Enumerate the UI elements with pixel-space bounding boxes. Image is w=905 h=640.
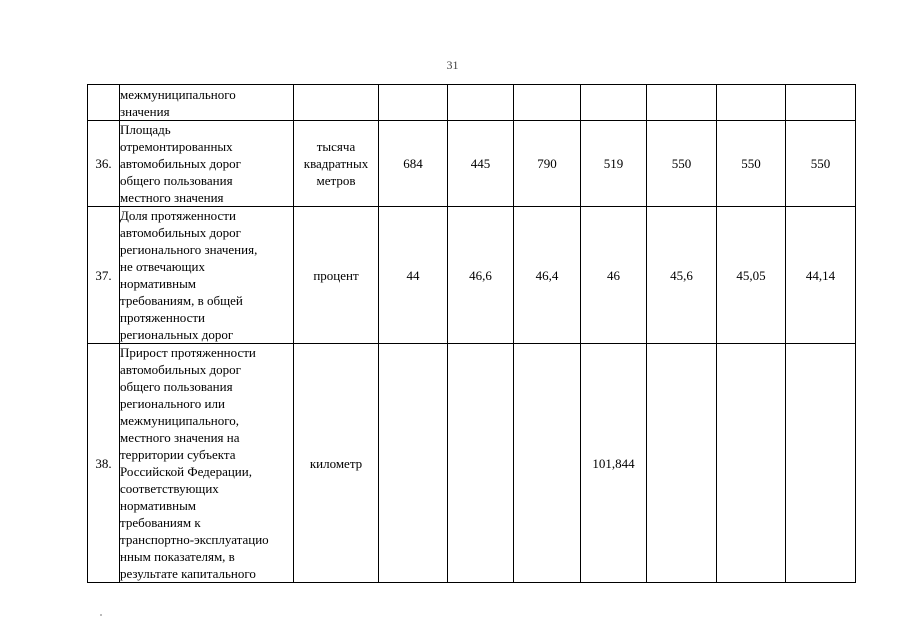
value-cell bbox=[448, 344, 514, 583]
indicator-name-line: протяженности bbox=[120, 310, 206, 325]
value-cell: 550 bbox=[786, 121, 856, 207]
value-cell: 46,4 bbox=[514, 207, 581, 344]
row-number-cell: 37. bbox=[88, 207, 120, 344]
value-cell: 46,6 bbox=[448, 207, 514, 344]
indicator-name-line: соответствующих bbox=[120, 481, 219, 496]
indicator-name-line: автомобильных дорог bbox=[120, 225, 241, 240]
indicator-name-line: Доля протяженности bbox=[120, 208, 236, 223]
table-row bbox=[88, 121, 856, 207]
value-cell bbox=[514, 85, 581, 121]
value-cell bbox=[717, 85, 786, 121]
unit-cell bbox=[294, 344, 379, 583]
indicator-name-line: межмуниципального bbox=[120, 86, 236, 102]
value-cell: 790 bbox=[514, 121, 581, 207]
indicator-name-line: значения bbox=[120, 103, 170, 119]
value-cell: 101,844 bbox=[581, 344, 647, 583]
unit-cell bbox=[294, 121, 379, 207]
indicator-name-line: автомобильных дорог bbox=[120, 362, 241, 377]
indicator-name-line: территории субъекта bbox=[120, 447, 236, 462]
indicator-name-cell bbox=[120, 121, 294, 207]
indicator-name-line: отремонтированных bbox=[120, 139, 233, 154]
value-cell: 44 bbox=[379, 207, 448, 344]
value-cell: 45,05 bbox=[717, 207, 786, 344]
indicator-name-line: автомобильных дорог bbox=[120, 156, 241, 171]
unit-line: квадратных bbox=[303, 156, 369, 171]
row-number-cell bbox=[88, 85, 120, 121]
indicator-name-line: нормативным bbox=[120, 276, 197, 291]
indicator-name-line: местного значения bbox=[120, 190, 224, 205]
table-row bbox=[88, 85, 856, 121]
value-cell bbox=[786, 344, 856, 583]
indicator-name-line: Прирост протяженности bbox=[120, 345, 256, 360]
indicator-name-cell bbox=[120, 207, 294, 344]
indicator-name-line: общего пользования bbox=[120, 379, 233, 394]
value-cell bbox=[514, 344, 581, 583]
value-cell: 45,6 bbox=[647, 207, 717, 344]
row-number-cell: 38. bbox=[88, 344, 120, 583]
value-cell bbox=[379, 85, 448, 121]
indicator-name-line: результате капитального bbox=[120, 566, 256, 581]
value-cell bbox=[647, 85, 717, 121]
indicators-table bbox=[87, 84, 856, 583]
scan-speck bbox=[100, 614, 102, 616]
table-row bbox=[88, 207, 856, 344]
value-cell: 550 bbox=[647, 121, 717, 207]
page-number: 31 bbox=[446, 58, 459, 72]
value-cell bbox=[379, 344, 448, 583]
indicator-name-line: региональных дорог bbox=[120, 327, 234, 342]
indicator-name-line: местного значения на bbox=[120, 430, 240, 445]
indicator-name-line: нормативным bbox=[120, 498, 197, 513]
value-cell: 44,14 bbox=[786, 207, 856, 344]
unit-line: процент bbox=[313, 267, 359, 283]
indicator-name-line: Площадь bbox=[120, 122, 171, 137]
table-row bbox=[88, 344, 856, 583]
unit-cell bbox=[294, 207, 379, 344]
value-cell: 550 bbox=[717, 121, 786, 207]
value-cell bbox=[647, 344, 717, 583]
value-cell bbox=[717, 344, 786, 583]
value-cell bbox=[448, 85, 514, 121]
indicator-name-cell bbox=[120, 344, 294, 583]
row-number-cell: 36. bbox=[88, 121, 120, 207]
indicator-name-line: регионального или bbox=[120, 396, 225, 411]
unit-line: тысяча bbox=[316, 139, 356, 154]
value-cell: 684 bbox=[379, 121, 448, 207]
indicator-name-cell bbox=[120, 85, 294, 121]
indicator-name-line: нным показателям, в bbox=[120, 549, 235, 564]
unit-line: метров bbox=[316, 173, 356, 188]
indicator-name-line: межмуниципального, bbox=[120, 413, 240, 428]
value-cell: 445 bbox=[448, 121, 514, 207]
value-cell: 519 bbox=[581, 121, 647, 207]
indicator-name-line: общего пользования bbox=[120, 173, 233, 188]
unit-line: километр bbox=[309, 455, 363, 471]
indicator-name-line: требованиям, в общей bbox=[120, 293, 243, 308]
value-cell: 46 bbox=[581, 207, 647, 344]
indicator-name-line: регионального значения, bbox=[120, 242, 258, 257]
indicator-name-line: транспортно-эксплуатацио bbox=[120, 532, 269, 547]
indicator-name-line: требованиям к bbox=[120, 515, 201, 530]
value-cell bbox=[581, 85, 647, 121]
indicator-name-line: не отвечающих bbox=[120, 259, 205, 274]
unit-cell bbox=[294, 85, 379, 121]
value-cell bbox=[786, 85, 856, 121]
indicator-name-line: Российской Федерации, bbox=[120, 464, 252, 479]
